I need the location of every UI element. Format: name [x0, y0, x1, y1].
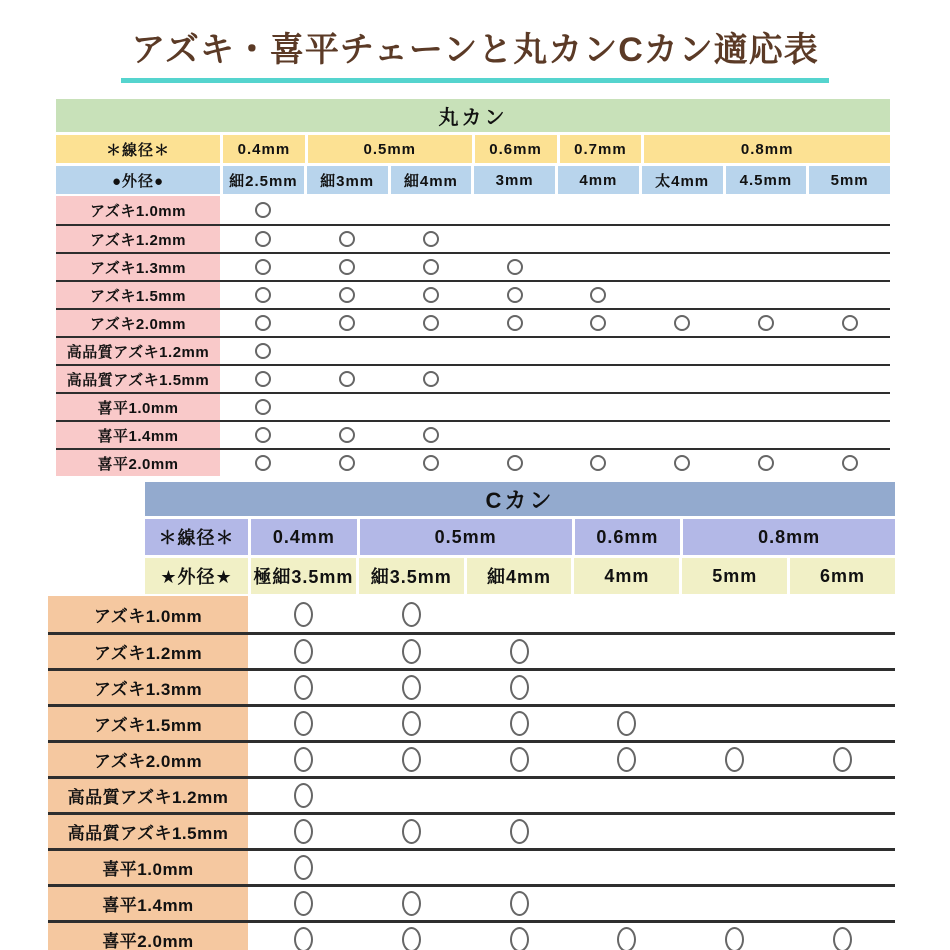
table-row: [56, 420, 890, 448]
compat-circle-mark: [510, 891, 529, 916]
row-label: 高品質アズキ1.2mm: [56, 338, 220, 364]
compat-cell: [574, 815, 679, 848]
compat-circle-mark: [725, 927, 744, 950]
outer-diameter-column-header: 細3.5mm: [359, 558, 464, 594]
compat-cell: [809, 196, 890, 224]
compat-cell: [558, 422, 639, 448]
compat-cell: [574, 779, 679, 812]
compat-cell: [790, 815, 895, 848]
compat-circle-mark: [507, 455, 523, 471]
compat-circle-mark: [294, 927, 313, 950]
compat-cell: [307, 422, 388, 448]
outer-diameter-column-header: 5mm: [682, 558, 787, 594]
compat-circle-mark: [294, 855, 313, 880]
compat-cell: [474, 366, 555, 392]
compat-cell: [558, 450, 639, 476]
compat-circle-mark: [255, 343, 271, 359]
outer-diameter-label: ●外径●: [56, 166, 220, 194]
table-row: [48, 668, 895, 704]
compat-cell: [682, 815, 787, 848]
compat-cell: [682, 635, 787, 668]
compat-cell: [574, 923, 679, 950]
compat-circle-mark: [402, 711, 421, 736]
compat-cell: [726, 196, 807, 224]
compat-cell: [790, 743, 895, 776]
wire-diameter-row: [48, 519, 895, 555]
compat-circle-mark: [339, 287, 355, 303]
row-label: アズキ1.2mm: [56, 226, 220, 252]
compat-cell: [467, 743, 572, 776]
compat-cell: [682, 707, 787, 740]
compat-cell: [223, 394, 304, 420]
compat-cell: [251, 779, 356, 812]
header-spacer: [48, 558, 145, 594]
compat-cell: [642, 366, 723, 392]
table-row: [48, 884, 895, 920]
compat-cell: [474, 282, 555, 308]
table-title: Cカン: [145, 482, 895, 516]
table-title: 丸カン: [56, 99, 890, 132]
compat-cell: [223, 338, 304, 364]
compat-cell: [726, 338, 807, 364]
row-label: 高品質アズキ1.5mm: [56, 366, 220, 392]
compat-circle-mark: [339, 427, 355, 443]
compat-circle-mark: [758, 455, 774, 471]
compat-cell: [809, 338, 890, 364]
wire-diameter-row: [56, 135, 890, 163]
compat-circle-mark: [842, 315, 858, 331]
compat-cell: [726, 422, 807, 448]
compat-cell: [809, 282, 890, 308]
compat-circle-mark: [842, 455, 858, 471]
compat-cell: [642, 450, 723, 476]
compat-circle-mark: [402, 639, 421, 664]
header-spacer: [48, 482, 145, 516]
compat-circle-mark: [294, 602, 313, 627]
compat-cell: [307, 366, 388, 392]
compat-cell: [642, 422, 723, 448]
row-label: アズキ1.2mm: [48, 635, 248, 668]
outer-diameter-column-header: 細3mm: [307, 166, 388, 194]
compat-circle-mark: [423, 427, 439, 443]
row-label: 高品質アズキ1.2mm: [48, 779, 248, 812]
compat-cell: [474, 394, 555, 420]
compat-circle-mark: [590, 315, 606, 331]
compat-cell: [359, 887, 464, 920]
compat-cell: [558, 282, 639, 308]
compat-circle-mark: [255, 455, 271, 471]
wire-diameter-value: 0.5mm: [360, 519, 572, 555]
compat-cell: [467, 671, 572, 704]
compat-cell: [682, 851, 787, 884]
wire-diameter-label: ＊線径＊: [56, 135, 220, 163]
table-marukan: [56, 99, 890, 476]
compat-circle-mark: [339, 259, 355, 275]
compat-circle-mark: [510, 711, 529, 736]
outer-diameter-column-header: 太4mm: [642, 166, 723, 194]
compat-cell: [474, 450, 555, 476]
compat-circle-mark: [294, 711, 313, 736]
compat-cell: [790, 635, 895, 668]
compat-cell: [682, 923, 787, 950]
compat-cell: [558, 338, 639, 364]
compat-circle-mark: [294, 747, 313, 772]
compat-cell: [251, 887, 356, 920]
compat-cell: [223, 422, 304, 448]
compat-cell: [574, 851, 679, 884]
row-label: 喜平1.0mm: [48, 851, 248, 884]
compat-cell: [474, 226, 555, 252]
row-label: アズキ1.3mm: [56, 254, 220, 280]
outer-diameter-column-header: 4.5mm: [726, 166, 807, 194]
outer-diameter-label: ★外径★: [145, 558, 248, 594]
compat-cell: [251, 635, 356, 668]
table-row: [48, 848, 895, 884]
compat-cell: [682, 671, 787, 704]
compat-circle-mark: [833, 747, 852, 772]
compat-circle-mark: [423, 231, 439, 247]
compat-cell: [251, 707, 356, 740]
compat-circle-mark: [402, 927, 421, 950]
row-label: アズキ2.0mm: [48, 743, 248, 776]
compat-circle-mark: [590, 455, 606, 471]
table-header-row: [56, 99, 890, 132]
wire-diameter-value: 0.6mm: [475, 135, 557, 163]
compat-circle-mark: [255, 259, 271, 275]
compat-circle-mark: [507, 287, 523, 303]
compat-circle-mark: [674, 455, 690, 471]
outer-diameter-row: [56, 166, 890, 194]
compat-circle-mark: [402, 819, 421, 844]
compat-cell: [467, 887, 572, 920]
compat-cell: [467, 815, 572, 848]
compat-cell: [642, 310, 723, 336]
compat-cell: [223, 226, 304, 252]
compat-cell: [790, 596, 895, 632]
compat-circle-mark: [725, 747, 744, 772]
compat-cell: [809, 450, 890, 476]
compat-cell: [642, 394, 723, 420]
compat-cell: [307, 310, 388, 336]
compat-cell: [558, 310, 639, 336]
wire-diameter-value: 0.7mm: [560, 135, 642, 163]
compat-cell: [391, 310, 472, 336]
compat-cell: [682, 779, 787, 812]
compat-cell: [307, 196, 388, 224]
row-label: 喜平1.0mm: [56, 394, 220, 420]
compat-circle-mark: [402, 675, 421, 700]
compat-circle-mark: [402, 747, 421, 772]
table-row: [48, 776, 895, 812]
outer-diameter-column-header: 4mm: [558, 166, 639, 194]
compat-cell: [574, 596, 679, 632]
compat-cell: [307, 282, 388, 308]
compat-cell: [467, 851, 572, 884]
wire-diameter-value: 0.8mm: [683, 519, 895, 555]
compat-cell: [642, 254, 723, 280]
compat-cell: [391, 254, 472, 280]
compat-circle-mark: [423, 371, 439, 387]
wire-diameter-value: 0.8mm: [644, 135, 890, 163]
row-label: アズキ1.0mm: [56, 196, 220, 224]
compat-cell: [558, 366, 639, 392]
compat-circle-mark: [294, 675, 313, 700]
compat-cell: [467, 635, 572, 668]
compat-cell: [359, 635, 464, 668]
compat-cell: [359, 707, 464, 740]
row-label: アズキ1.5mm: [56, 282, 220, 308]
compat-cell: [467, 596, 572, 632]
compat-cell: [726, 450, 807, 476]
compat-cell: [307, 338, 388, 364]
compat-cell: [682, 743, 787, 776]
compat-cell: [642, 226, 723, 252]
compat-cell: [307, 254, 388, 280]
table-row: [56, 448, 890, 476]
table-row: [56, 224, 890, 252]
compat-cell: [391, 226, 472, 252]
compat-cell: [726, 226, 807, 252]
page-title: アズキ・喜平チェーンと丸カンCカン適応表: [121, 22, 829, 83]
compat-cell: [223, 310, 304, 336]
compat-circle-mark: [423, 455, 439, 471]
compat-cell: [474, 338, 555, 364]
outer-diameter-column-header: 6mm: [790, 558, 895, 594]
compat-cell: [467, 779, 572, 812]
compat-circle-mark: [423, 315, 439, 331]
wire-diameter-value: 0.4mm: [251, 519, 357, 555]
row-label: アズキ1.3mm: [48, 671, 248, 704]
table-row: [56, 196, 890, 224]
row-label: アズキ2.0mm: [56, 310, 220, 336]
compat-circle-mark: [294, 639, 313, 664]
table-row: [48, 596, 895, 632]
compat-circle-mark: [402, 602, 421, 627]
table-row: [48, 632, 895, 668]
compat-circle-mark: [507, 315, 523, 331]
compat-circle-mark: [255, 315, 271, 331]
compat-cell: [391, 422, 472, 448]
table-row: [48, 920, 895, 950]
compat-cell: [391, 366, 472, 392]
compat-circle-mark: [758, 315, 774, 331]
outer-diameter-column-header: 5mm: [809, 166, 890, 194]
compat-circle-mark: [339, 231, 355, 247]
compat-cell: [726, 394, 807, 420]
compat-cell: [809, 422, 890, 448]
compat-cell: [726, 366, 807, 392]
compat-cell: [474, 422, 555, 448]
compat-circle-mark: [510, 639, 529, 664]
compat-circle-mark: [507, 259, 523, 275]
compat-cell: [307, 450, 388, 476]
compat-cell: [558, 254, 639, 280]
compat-circle-mark: [617, 747, 636, 772]
compat-cell: [558, 196, 639, 224]
row-label: 喜平2.0mm: [56, 450, 220, 476]
compat-cell: [642, 338, 723, 364]
compat-cell: [391, 282, 472, 308]
compat-circle-mark: [294, 783, 313, 808]
compat-cell: [223, 450, 304, 476]
compat-cell: [359, 596, 464, 632]
table-row: [56, 308, 890, 336]
compat-cell: [809, 226, 890, 252]
wire-diameter-value: 0.5mm: [308, 135, 472, 163]
compat-cell: [391, 338, 472, 364]
compat-cell: [790, 779, 895, 812]
compat-circle-mark: [255, 287, 271, 303]
compat-cell: [307, 226, 388, 252]
outer-diameter-column-header: 細4mm: [467, 558, 572, 594]
compat-circle-mark: [510, 927, 529, 950]
row-label: 喜平1.4mm: [56, 422, 220, 448]
outer-diameter-column-header: 細2.5mm: [223, 166, 304, 194]
compat-cell: [790, 923, 895, 950]
compat-cell: [223, 282, 304, 308]
compat-cell: [574, 635, 679, 668]
compat-cell: [809, 394, 890, 420]
compat-cell: [467, 707, 572, 740]
table-row: [48, 704, 895, 740]
compat-cell: [223, 254, 304, 280]
compat-cell: [682, 887, 787, 920]
compat-cell: [558, 394, 639, 420]
compat-cell: [359, 923, 464, 950]
compat-circle-mark: [339, 371, 355, 387]
compat-cell: [682, 596, 787, 632]
table-row: [48, 812, 895, 848]
compat-cell: [809, 366, 890, 392]
table-row: [56, 280, 890, 308]
compat-cell: [574, 707, 679, 740]
compat-cell: [642, 196, 723, 224]
compat-circle-mark: [510, 747, 529, 772]
compat-circle-mark: [617, 711, 636, 736]
table-ckan: [48, 482, 895, 950]
compat-cell: [223, 366, 304, 392]
compat-cell: [251, 851, 356, 884]
compat-circle-mark: [294, 891, 313, 916]
table-row: [48, 740, 895, 776]
compat-circle-mark: [510, 675, 529, 700]
table-row: [56, 392, 890, 420]
compat-cell: [391, 196, 472, 224]
compat-circle-mark: [510, 819, 529, 844]
compat-circle-mark: [294, 819, 313, 844]
compat-cell: [391, 394, 472, 420]
table-row: [56, 364, 890, 392]
compat-cell: [574, 671, 679, 704]
compat-cell: [223, 196, 304, 224]
compat-cell: [467, 923, 572, 950]
table-row: [56, 252, 890, 280]
wire-diameter-label: ＊線径＊: [145, 519, 248, 555]
compat-circle-mark: [255, 399, 271, 415]
compat-circle-mark: [402, 891, 421, 916]
compat-cell: [307, 394, 388, 420]
compat-cell: [574, 887, 679, 920]
compat-cell: [726, 282, 807, 308]
outer-diameter-column-header: 細4mm: [391, 166, 472, 194]
row-label: アズキ1.5mm: [48, 707, 248, 740]
outer-diameter-column-header: 3mm: [474, 166, 555, 194]
row-label: 高品質アズキ1.5mm: [48, 815, 248, 848]
compat-circle-mark: [255, 427, 271, 443]
compat-cell: [726, 254, 807, 280]
title-wrap: [0, 0, 950, 83]
compat-circle-mark: [255, 371, 271, 387]
compat-cell: [574, 743, 679, 776]
compat-cell: [790, 851, 895, 884]
table-header-row: [48, 482, 895, 516]
tables-container: [0, 99, 950, 950]
wire-diameter-value: 0.4mm: [223, 135, 305, 163]
wire-diameter-value: 0.6mm: [575, 519, 681, 555]
compat-circle-mark: [339, 315, 355, 331]
outer-diameter-column-header: 極細3.5mm: [251, 558, 356, 594]
compat-cell: [391, 450, 472, 476]
compat-cell: [251, 671, 356, 704]
compat-cell: [790, 671, 895, 704]
outer-diameter-row: [48, 558, 895, 594]
compat-cell: [359, 671, 464, 704]
compat-cell: [474, 196, 555, 224]
compat-cell: [809, 254, 890, 280]
compat-cell: [359, 851, 464, 884]
compat-circle-mark: [617, 927, 636, 950]
compat-cell: [359, 815, 464, 848]
compat-cell: [726, 310, 807, 336]
compat-cell: [359, 743, 464, 776]
compat-circle-mark: [590, 287, 606, 303]
compat-cell: [642, 282, 723, 308]
compat-circle-mark: [339, 455, 355, 471]
row-label: アズキ1.0mm: [48, 596, 248, 632]
compat-cell: [558, 226, 639, 252]
compat-cell: [809, 310, 890, 336]
compat-cell: [790, 707, 895, 740]
header-spacer: [48, 519, 145, 555]
compat-circle-mark: [255, 231, 271, 247]
compat-circle-mark: [833, 927, 852, 950]
row-label: 喜平1.4mm: [48, 887, 248, 920]
compat-cell: [359, 779, 464, 812]
compat-circle-mark: [255, 202, 271, 218]
compat-cell: [474, 254, 555, 280]
outer-diameter-column-header: 4mm: [574, 558, 679, 594]
table-row: [56, 336, 890, 364]
compat-cell: [251, 596, 356, 632]
compat-cell: [251, 815, 356, 848]
compat-circle-mark: [423, 287, 439, 303]
compat-cell: [251, 743, 356, 776]
compat-cell: [251, 923, 356, 950]
compat-circle-mark: [423, 259, 439, 275]
compat-circle-mark: [674, 315, 690, 331]
compat-cell: [474, 310, 555, 336]
compat-cell: [790, 887, 895, 920]
row-label: 喜平2.0mm: [48, 923, 248, 950]
